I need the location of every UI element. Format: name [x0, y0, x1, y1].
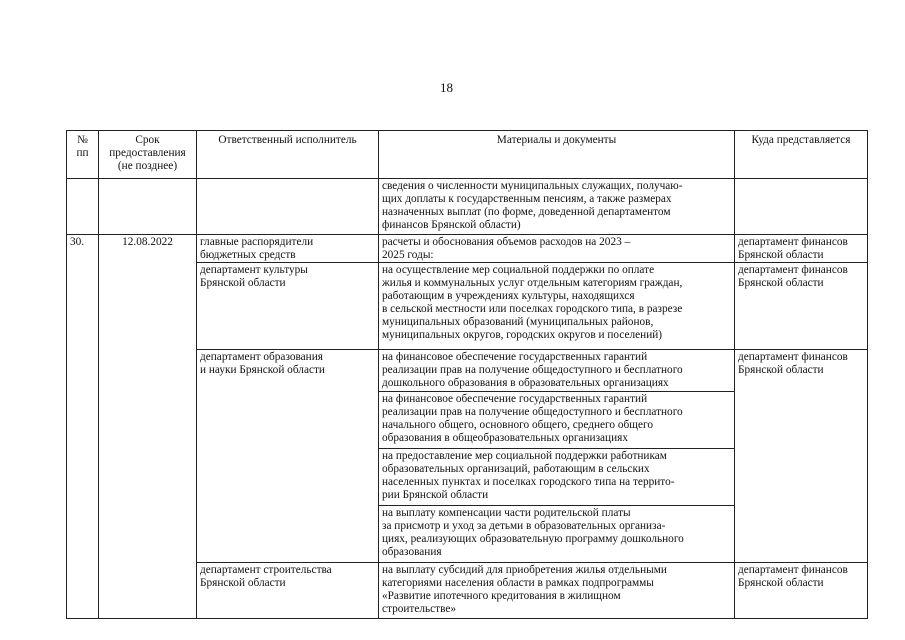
- row-recipient-main: департамент финансов Брянской области: [735, 235, 868, 263]
- education-item-4: на выплату компенсации части родительской платы за присмотр и уход за детьми в образовательных организа- циях, реализующих образовательную программу дошкольного образования: [379, 506, 735, 563]
- header-materials: Материалы и документы: [379, 131, 735, 179]
- row-deadline: 12.08.2022: [99, 235, 197, 619]
- education-executor: департамент образования и науки Брянской области: [197, 350, 379, 563]
- header-deadline: Срок предоставления (не позднее): [99, 131, 197, 179]
- construction-executor: департамент строительства Брянской области: [197, 563, 379, 619]
- table-header-row: [67, 131, 868, 179]
- culture-materials: на осуществление мер социальной поддержки по оплате жилья и коммунальных услуг отдельным категориям граждан, работающим в учреждениях культуры, находящихся в сельской местности или поселках городского типа, в разрезе муниципальных образований (муниципальных районов, муниципальных округов, городских округов и поселений): [379, 263, 735, 350]
- culture-recipient: департамент финансов Брянской области: [735, 263, 868, 350]
- page-number: 18: [440, 80, 453, 95]
- education-item-2: на финансовое обеспечение государственных гарантий реализации прав на получение общедоступного и бесплатного начального общего, основного общего, среднего общего образования в общеобразовательных организациях: [379, 392, 735, 449]
- header-recipient: Куда представляется: [735, 131, 868, 179]
- row-executor-main: главные распорядители бюджетных средств: [197, 235, 379, 263]
- education-item-3: на предоставление мер социальной поддержки работникам образовательных организаций, работающим в сельских населенных пунктах и поселках городского типа на террито- рии Брянской области: [379, 449, 735, 506]
- plan-table: [66, 130, 868, 619]
- construction-materials: на выплату субсидий для приобретения жилья отдельными категориями населения области в рамках подпрограммы «Развитие ипотечного кредитования в жилищном строительстве»: [379, 563, 735, 619]
- table-row: [67, 179, 868, 235]
- continuation-materials: сведения о численности муниципальных служащих, получаю- щих доплаты к государственным пенсиям, а также размерах назначенных выплат (по форме, доведенной департаментом финансов Брянской области): [379, 179, 735, 235]
- education-item-1: на финансовое обеспечение государственных гарантий реализации прав на получение общедоступного и бесплатного дошкольного образования в образовательных организациях: [379, 350, 735, 392]
- row-materials-main: расчеты и обоснования объемов расходов на 2023 – 2025 годы:: [379, 235, 735, 263]
- education-recipient: департамент финансов Брянской области: [735, 350, 868, 563]
- row-number: 30.: [67, 235, 99, 619]
- construction-recipient: департамент финансов Брянской области: [735, 563, 868, 619]
- header-executor: Ответственный исполнитель: [197, 131, 379, 179]
- header-num: № пп: [67, 131, 99, 179]
- table-row-30: [67, 235, 868, 263]
- culture-executor: департамент культуры Брянской области: [197, 263, 379, 350]
